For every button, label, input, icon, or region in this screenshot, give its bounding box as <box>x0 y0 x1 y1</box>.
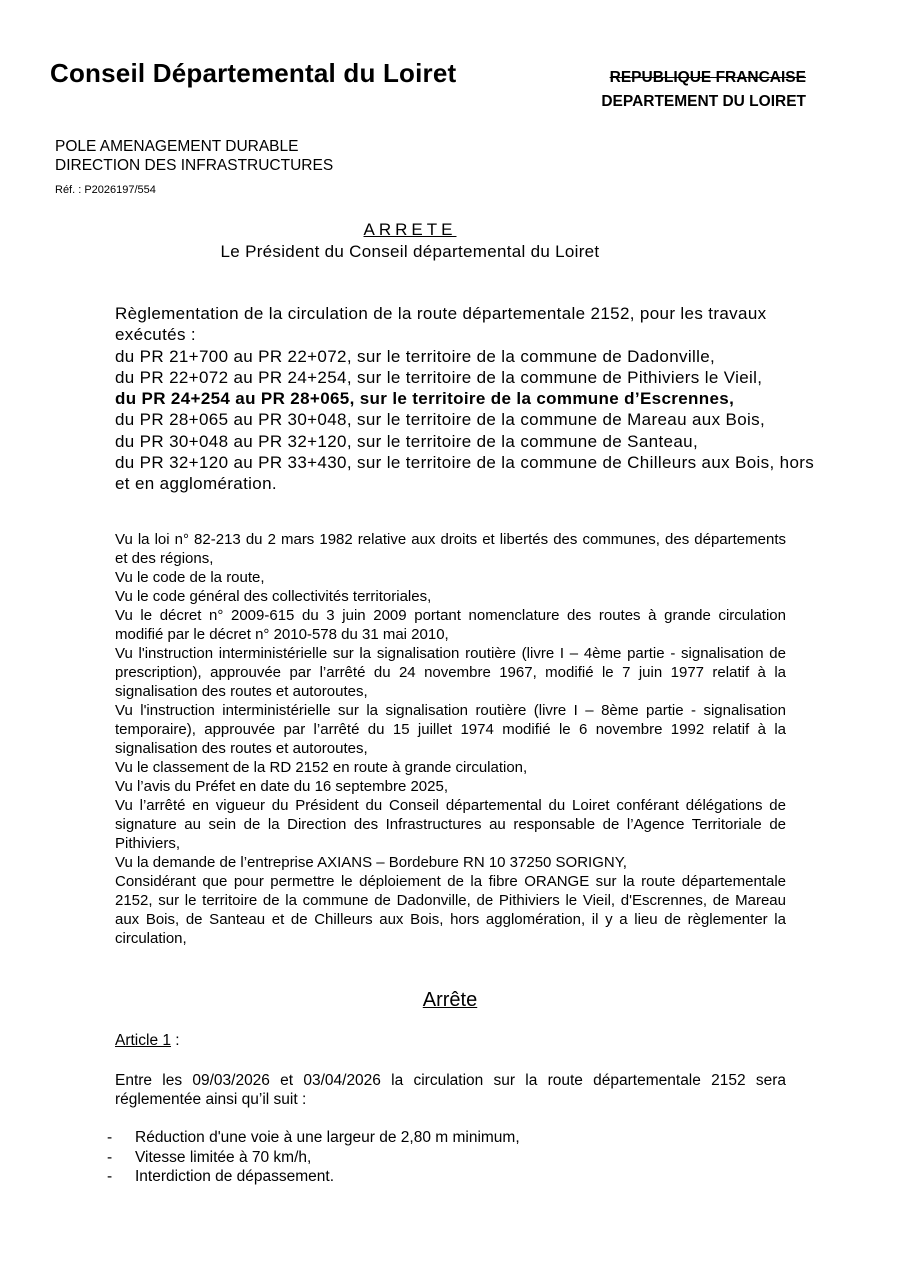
pole-label: POLE AMENAGEMENT DURABLE <box>55 138 299 155</box>
measure-text: Interdiction de dépassement. <box>135 1168 335 1185</box>
article-suffix: : <box>171 1032 180 1049</box>
measures-list <box>107 1128 520 1187</box>
measure-text: Réduction d'une voie à une largeur de 2,80 m minimum, <box>135 1129 520 1146</box>
objet-line-5: du PR 30+048 au PR 32+120, sur le territoire de la commune de Santeau, <box>115 431 699 451</box>
visas-block <box>115 530 786 948</box>
service-block <box>55 137 333 175</box>
arrete-heading: ARRETE <box>363 220 457 239</box>
list-item <box>107 1148 520 1168</box>
dash-marker: - <box>107 1168 113 1185</box>
objet-line-3: du PR 24+254 au PR 28+065, sur le territoire de la commune d’Escrennes, <box>115 389 735 409</box>
visa-item: Vu le code général des collectivités territoriales, <box>115 588 432 605</box>
republic-block <box>560 66 806 114</box>
objet-line-4: du PR 28+065 au PR 30+048, sur le territoire de la commune de Mareau aux Bois, <box>115 410 766 430</box>
article-heading <box>115 1032 180 1050</box>
dash-marker: - <box>107 1148 113 1166</box>
list-item <box>107 1128 520 1148</box>
objet-intro: Règlementation de la circulation de la route départementale 2152, pour les travaux exécutés : <box>115 304 767 345</box>
visa-item: Considérant que pour permettre le déploiement de la fibre ORANGE sur la route départementale 2152, sur le territoire de la commune de Dadonville, de Pithiviers le Vieil, d'Escrennes, de Mareau aux Bois, de Santeau et de Chilleurs aux Bois, hors agglomération, il y a lieu de règlementer la circulation, <box>115 873 786 947</box>
visa-item: Vu l'instruction interministérielle sur la signalisation routière (livre I – 4ème partie - signalisation de prescription), approuvée par l’arrêté du 24 novembre 1967, modifié le 7 juin 1977 relatif à la signalisation des routes et autoroutes, <box>115 645 786 700</box>
visa-item: Vu la demande de l’entreprise AXIANS – Bordebure RN 10 37250 SORIGNY, <box>115 854 627 871</box>
visa-item: Vu l’arrêté en vigueur du Président du Conseil départemental du Loiret conférant délégations de signature au sein de la Direction des Infrastructures au responsable de l’Agence Territoriale de Pithiviers, <box>115 797 786 852</box>
visa-item: Vu le code de la route, <box>115 569 265 586</box>
organization-title: Conseil Départemental du Loiret <box>50 58 457 88</box>
objet-line-6: du PR 32+120 au PR 33+430, sur le territoire de la commune de Chilleurs aux Bois, hors et en agglomération. <box>115 453 815 494</box>
measure-text: Vitesse limitée à 70 km/h, <box>135 1148 312 1166</box>
list-item <box>107 1167 520 1187</box>
visa-item: Vu l’avis du Préfet en date du 16 septembre 2025, <box>115 778 448 795</box>
reference-number: Réf. : P2026197/554 <box>55 184 156 196</box>
decision-heading: Arrête <box>422 989 478 1011</box>
objet-block <box>115 303 825 495</box>
president-line: Le Président du Conseil départemental du Loiret <box>220 242 600 261</box>
article-label: Article 1 <box>115 1032 171 1049</box>
visa-item: Vu le décret n° 2009-615 du 3 juin 2009 portant nomenclature des routes à grande circulation modifié par le décret n° 2010-578 du 31 mai 2010, <box>115 607 786 643</box>
visa-item: Vu la loi n° 82-213 du 2 mars 1982 relative aux droits et libertés des communes, des départements et des régions, <box>115 531 786 567</box>
dash-marker: - <box>107 1129 113 1146</box>
departement-label: DEPARTEMENT DU LOIRET <box>601 93 806 110</box>
visa-item: Vu le classement de la RD 2152 en route à grande circulation, <box>115 759 528 776</box>
objet-line-2: du PR 22+072 au PR 24+254, sur le territoire de la commune de Pithiviers le Vieil, <box>115 367 763 387</box>
article-intro: Entre les 09/03/2026 et 03/04/2026 la circulation sur la route départementale 2152 sera réglementée ainsi qu’il suit : <box>115 1072 786 1108</box>
direction-label: DIRECTION DES INFRASTRUCTURES <box>55 157 334 174</box>
objet-line-1: du PR 21+700 au PR 22+072, sur le territoire de la commune de Dadonville, <box>115 346 716 366</box>
republique-label: REPUBLIQUE FRANCAISE <box>609 69 806 86</box>
visa-item: Vu l'instruction interministérielle sur la signalisation routière (livre I – 8ème partie - signalisation temporaire), approuvée par l’arrêté du 15 juillet 1974 modifié le 6 novembre 1992 relatif à la signalisation des routes et autoroutes, <box>115 702 786 757</box>
